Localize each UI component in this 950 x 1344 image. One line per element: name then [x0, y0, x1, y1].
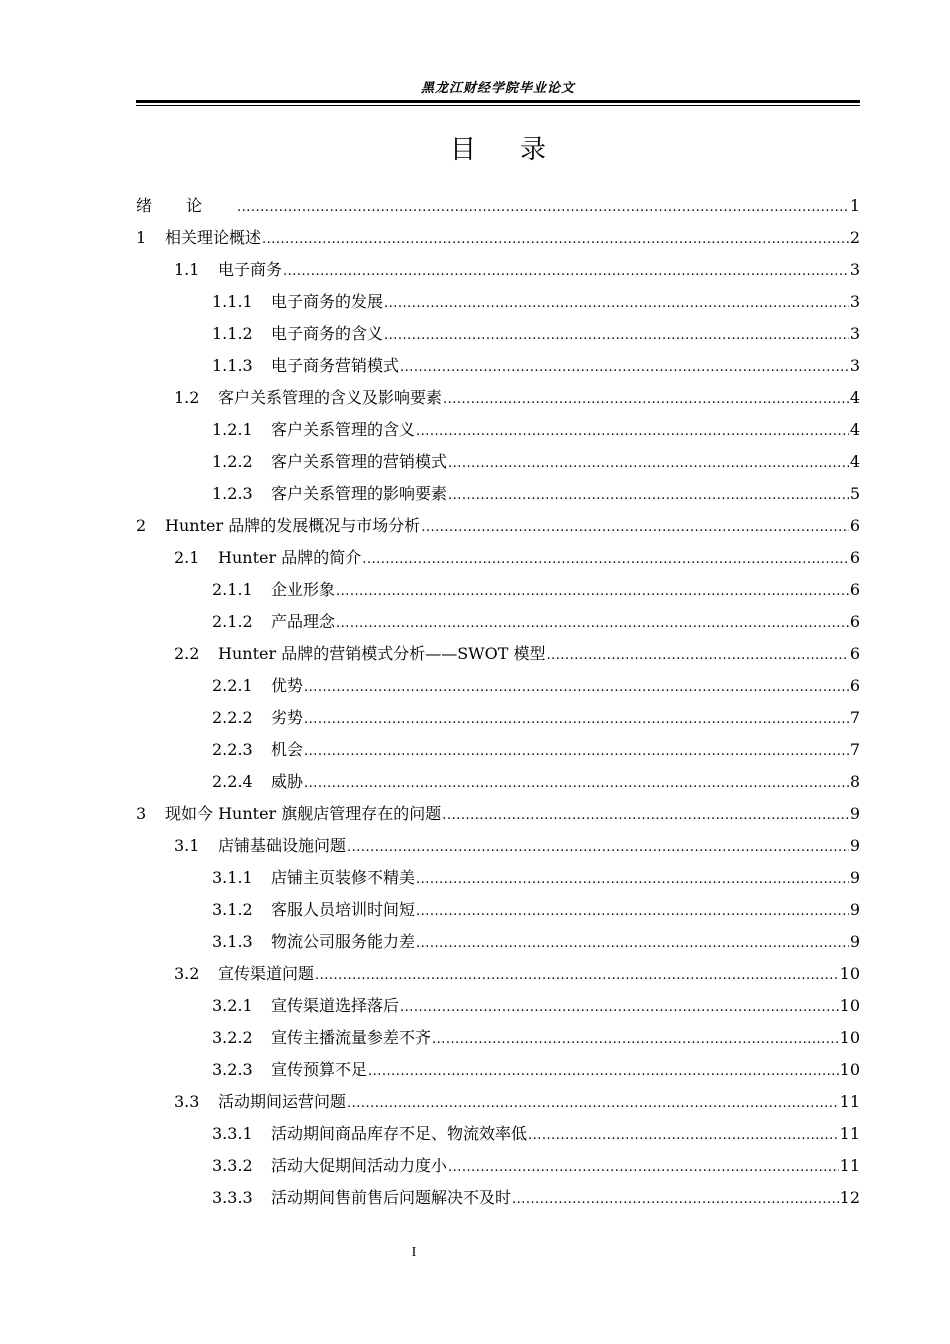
entry-title: 电子商务营销模式: [271, 356, 400, 375]
entry-title: 机会: [271, 740, 304, 759]
entry-number: 3.1.3: [212, 932, 253, 951]
dot-leader: [512, 1184, 839, 1216]
entry-title: 相关理论概述: [165, 228, 262, 247]
entry-page-number: 10: [839, 964, 860, 983]
entry-title: Hunter 品牌的营销模式分析——SWOT 模型: [218, 644, 546, 663]
entry-number: 2.2.1: [212, 676, 253, 695]
entry-number: 3.1.2: [212, 900, 253, 919]
entry-number: 1.1.3: [212, 356, 253, 375]
entry-page-number: 4: [849, 452, 860, 471]
entry-title: 电子商务的发展: [271, 292, 384, 311]
entry-title: 产品理念: [271, 612, 336, 631]
dot-leader: [336, 608, 849, 640]
toc-entry[interactable]: [136, 1182, 860, 1214]
entry-number: 2.1.2: [212, 612, 253, 631]
entry-number: 3.2.1: [212, 996, 253, 1015]
dot-leader: [283, 256, 849, 288]
entry-title: Hunter 品牌的简介: [218, 548, 362, 567]
entry-number: 1.1.1: [212, 292, 253, 311]
dot-leader: [315, 960, 839, 992]
dot-leader: [262, 224, 849, 256]
entry-page-number: 6: [849, 612, 860, 631]
entry-number: 3.3: [174, 1092, 200, 1111]
dot-leader: [416, 864, 849, 896]
entry-title: 优势: [271, 676, 304, 695]
entry-page-number: 7: [849, 740, 860, 759]
entry-number: 3: [136, 804, 147, 823]
toc-entry[interactable]: [136, 702, 860, 734]
entry-page-number: 5: [849, 484, 860, 503]
toc-entry[interactable]: [136, 510, 860, 542]
dot-leader: [384, 320, 849, 352]
entry-title: 宣传预算不足: [271, 1060, 368, 1079]
dot-leader: [237, 192, 849, 224]
dot-leader: [400, 992, 839, 1024]
dot-leader: [448, 480, 849, 512]
toc-entry[interactable]: [136, 190, 860, 222]
dot-leader: [448, 448, 849, 480]
toc-entry[interactable]: [136, 1086, 860, 1118]
entry-page-number: 3: [849, 324, 860, 343]
toc-entry[interactable]: [136, 286, 860, 318]
table-of-contents: [136, 190, 860, 1214]
entry-title: 宣传渠道问题: [218, 964, 315, 983]
entry-page-number: 10: [839, 1060, 860, 1079]
entry-number: 1: [136, 228, 147, 247]
toc-entry[interactable]: [136, 894, 860, 926]
entry-title: 活动期间运营问题: [218, 1092, 347, 1111]
entry-title: 企业形象: [271, 580, 336, 599]
toc-entry[interactable]: [136, 350, 860, 382]
entry-page-number: 11: [839, 1156, 860, 1175]
entry-number: 2.2.4: [212, 772, 253, 791]
entry-title: 绪论: [136, 196, 237, 215]
entry-number: 2: [136, 516, 147, 535]
entry-title: 客户关系管理的营销模式: [271, 452, 448, 471]
entry-page-number: 6: [849, 516, 860, 535]
entry-page-number: 2: [849, 228, 860, 247]
toc-entry[interactable]: [136, 862, 860, 894]
entry-number: 1.2.1: [212, 420, 253, 439]
entry-number: 1.1.2: [212, 324, 253, 343]
toc-entry[interactable]: [136, 1150, 860, 1182]
toc-entry[interactable]: [136, 254, 860, 286]
toc-entry[interactable]: [136, 1054, 860, 1086]
entry-page-number: 3: [849, 292, 860, 311]
page-number: I: [411, 1245, 417, 1260]
toc-entry[interactable]: [136, 798, 860, 830]
entry-title: 现如今 Hunter 旗舰店管理存在的问题: [165, 804, 442, 823]
dot-leader: [400, 352, 849, 384]
entry-page-number: 1: [849, 196, 860, 215]
entry-page-number: 9: [849, 836, 860, 855]
entry-number: 2.2.2: [212, 708, 253, 727]
dot-leader: [347, 1088, 839, 1120]
toc-entry[interactable]: [136, 382, 860, 414]
entry-number: 3.2.2: [212, 1028, 253, 1047]
entry-number: 1.2.2: [212, 452, 253, 471]
entry-title: 客户关系管理的影响要素: [271, 484, 448, 503]
dot-leader: [384, 288, 849, 320]
dot-leader: [362, 544, 849, 576]
dot-leader: [368, 1056, 839, 1088]
entry-number: 3.3.2: [212, 1156, 253, 1175]
dot-leader: [443, 384, 849, 416]
toc-title: 目录: [449, 135, 590, 165]
entry-page-number: 9: [849, 900, 860, 919]
entry-page-number: 6: [849, 644, 860, 663]
entry-page-number: 11: [839, 1092, 860, 1111]
entry-number: 1.2.3: [212, 484, 253, 503]
entry-number: 2.1: [174, 548, 200, 567]
entry-number: 3.1.1: [212, 868, 253, 887]
entry-number: 1.1: [174, 260, 200, 279]
entry-number: 2.2: [174, 644, 200, 663]
entry-title: 活动期间售前售后问题解决不及时: [271, 1188, 512, 1207]
entry-title: 电子商务的含义: [271, 324, 384, 343]
entry-page-number: 10: [839, 996, 860, 1015]
dot-leader: [336, 576, 849, 608]
toc-entry[interactable]: [136, 670, 860, 702]
toc-entry[interactable]: [136, 542, 860, 574]
entry-number: 3.3.1: [212, 1124, 253, 1143]
entry-page-number: 6: [849, 676, 860, 695]
dot-leader: [421, 512, 849, 544]
entry-page-number: 12: [839, 1188, 860, 1207]
entry-title: 活动期间商品库存不足、物流效率低: [271, 1124, 528, 1143]
entry-number: 3.1: [174, 836, 200, 855]
toc-entry[interactable]: [136, 606, 860, 638]
entry-title: 劣势: [271, 708, 304, 727]
toc-entry[interactable]: [136, 446, 860, 478]
page-header: [136, 80, 860, 106]
entry-title: 客服人员培训时间短: [271, 900, 416, 919]
header-rule-thick: [136, 100, 860, 103]
toc-entry[interactable]: [136, 734, 860, 766]
toc-entry[interactable]: [136, 958, 860, 990]
entry-number: 1.2: [174, 388, 200, 407]
dot-leader: [304, 736, 849, 768]
entry-number: 3.2.3: [212, 1060, 253, 1079]
entry-title: 宣传渠道选择落后: [271, 996, 400, 1015]
entry-page-number: 4: [849, 388, 860, 407]
entry-page-number: 3: [849, 260, 860, 279]
dot-leader: [416, 928, 849, 960]
entry-title: 店铺基础设施问题: [218, 836, 347, 855]
entry-title: 客户关系管理的含义及影响要素: [218, 388, 443, 407]
dot-leader: [304, 672, 849, 704]
entry-title: 店铺主页装修不精美: [271, 868, 416, 887]
toc-entry[interactable]: [136, 574, 860, 606]
entry-page-number: 6: [849, 548, 860, 567]
dot-leader: [448, 1152, 839, 1184]
dot-leader: [442, 800, 849, 832]
toc-entry[interactable]: [136, 414, 860, 446]
entry-number: 2.2.3: [212, 740, 253, 759]
entry-page-number: 7: [849, 708, 860, 727]
dot-leader: [416, 896, 849, 928]
entry-page-number: 4: [849, 420, 860, 439]
entry-title: 物流公司服务能力差: [271, 932, 416, 951]
dot-leader: [416, 416, 849, 448]
toc-entry[interactable]: [136, 1118, 860, 1150]
dot-leader: [347, 832, 849, 864]
toc-entry[interactable]: [136, 478, 860, 510]
dot-leader: [546, 640, 848, 672]
entry-page-number: 11: [839, 1124, 860, 1143]
header-text: 黑龙江财经学院毕业论文: [420, 81, 575, 96]
entry-page-number: 9: [849, 804, 860, 823]
entry-title: 电子商务: [218, 260, 283, 279]
header-rule-thin: [136, 105, 860, 106]
entry-number: 3.3.3: [212, 1188, 253, 1207]
toc-entry[interactable]: [136, 990, 860, 1022]
entry-title: 宣传主播流量参差不齐: [271, 1028, 432, 1047]
entry-page-number: 6: [849, 580, 860, 599]
entry-number: 3.2: [174, 964, 200, 983]
entry-title: 客户关系管理的含义: [271, 420, 416, 439]
entry-page-number: 9: [849, 868, 860, 887]
toc-entry[interactable]: [136, 1022, 860, 1054]
entry-title: 威胁: [271, 772, 304, 791]
entry-number: 2.1.1: [212, 580, 253, 599]
toc-entry[interactable]: [136, 638, 860, 670]
entry-page-number: 10: [839, 1028, 860, 1047]
toc-entry[interactable]: [136, 926, 860, 958]
dot-leader: [304, 768, 849, 800]
entry-title: 活动大促期间活动力度小: [271, 1156, 448, 1175]
entry-page-number: 3: [849, 356, 860, 375]
entry-page-number: 9: [849, 932, 860, 951]
dot-leader: [432, 1024, 839, 1056]
entry-page-number: 8: [849, 772, 860, 791]
dot-leader: [528, 1120, 839, 1152]
toc-entry[interactable]: [136, 830, 860, 862]
toc-entry[interactable]: [136, 766, 860, 798]
toc-entry[interactable]: [136, 318, 860, 350]
entry-title: Hunter 品牌的发展概况与市场分析: [165, 516, 421, 535]
dot-leader: [304, 704, 849, 736]
toc-entry[interactable]: [136, 222, 860, 254]
